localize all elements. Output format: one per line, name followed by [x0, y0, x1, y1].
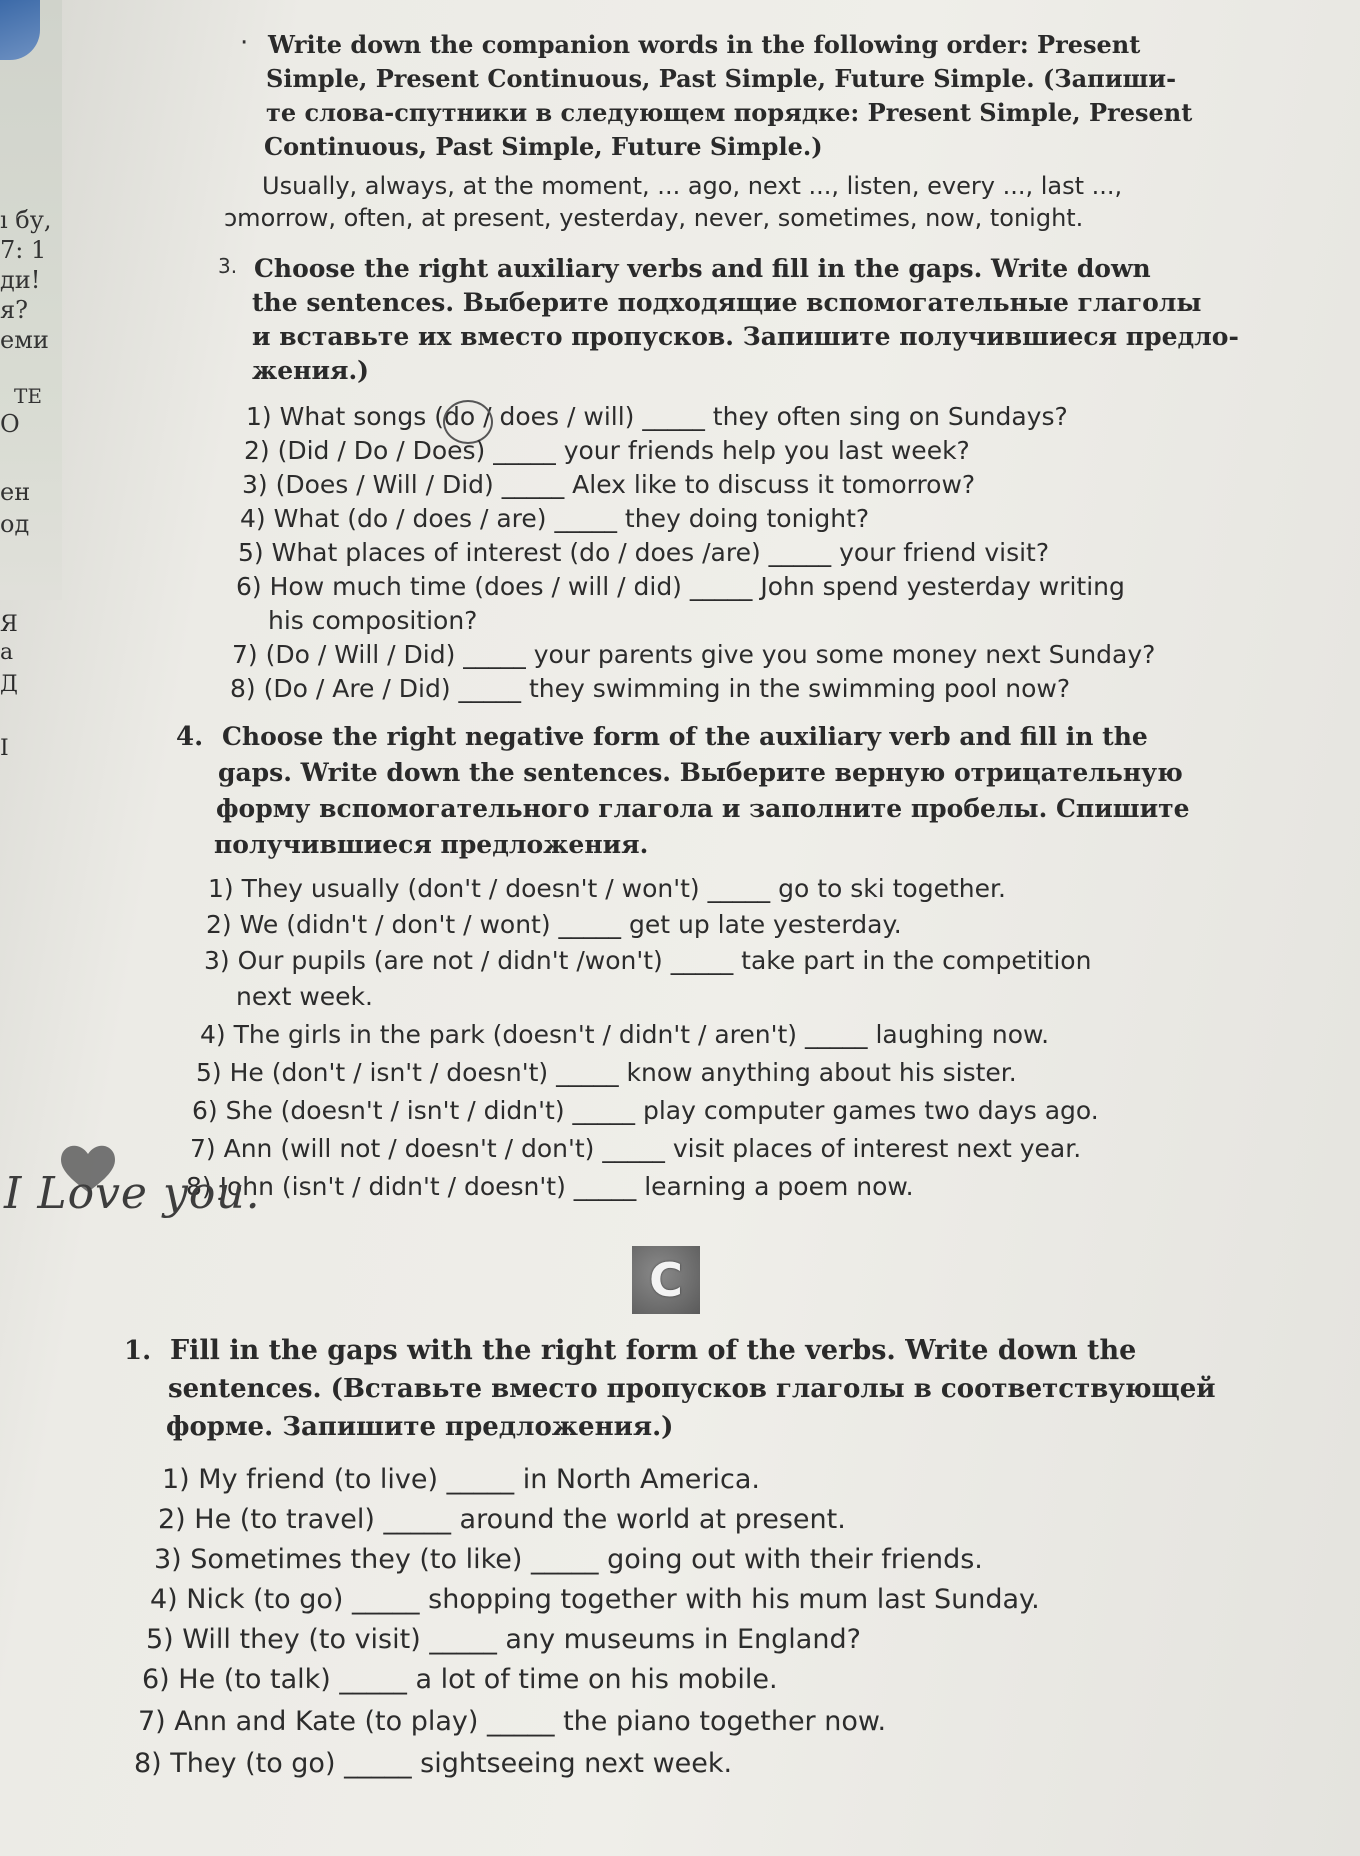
prev-page-fragment: 7: 1 — [0, 236, 47, 264]
task4-item: 2) We (didn't / don't / wont) _____ get up late yesterday. — [206, 910, 902, 939]
task2-instruction-line: те слова-спутники в следующем порядке: Present Simple, Present — [266, 98, 1193, 127]
taskC1-item: 5) Will they (to visit) _____ any museums in England? — [146, 1624, 861, 1655]
taskC1-item: 6) He (to talk) _____ a lot of time on his mobile. — [142, 1664, 778, 1695]
task2-instruction-line: Simple, Present Continuous, Past Simple, Future Simple. (Запиши- — [266, 64, 1177, 93]
task3-item: 4) What (do / does / are) _____ they doing tonight? — [240, 504, 870, 533]
task3-number: 3. — [218, 254, 238, 278]
taskC1-instruction-line: Fill in the gaps with the right form of the verbs. Write down the — [170, 1335, 1137, 1366]
prev-page-fragment: од — [0, 510, 30, 538]
prev-page-fragment: Д — [0, 672, 18, 697]
prev-page-fragment: О — [0, 410, 20, 438]
taskC1-item: 1) My friend (to live) _____ in North America. — [162, 1464, 760, 1495]
task2-companion-words: Usually, always, at the moment, ... ago, next ..., listen, every ..., last ..., — [262, 172, 1123, 200]
task4-item-continued: next week. — [236, 982, 373, 1011]
task3-instruction-line: и вставьте их вместо пропусков. Запишите получившиеся предло- — [252, 322, 1239, 351]
taskC1-item: 7) Ann and Kate (to play) _____ the piano together now. — [138, 1706, 887, 1737]
prev-page-fragment: I — [0, 736, 9, 761]
task3-item: 1) What songs (do / does / will) _____ they often sing on Sundays? — [246, 402, 1068, 431]
task4-item: 1) They usually (don't / doesn't / won't) _____ go to ski together. — [208, 874, 1006, 903]
prev-page-fragment: ди! — [0, 266, 41, 294]
taskC1-item: 3) Sometimes they (to like) _____ going out with their friends. — [154, 1544, 983, 1575]
section-c-letter: C — [649, 1253, 683, 1307]
prev-page-fragment: ен — [0, 478, 31, 506]
task4-item: 5) He (don't / isn't / doesn't) _____ know anything about his sister. — [196, 1058, 1017, 1087]
task3-item: 5) What places of interest (do / does /are) _____ your friend visit? — [238, 538, 1050, 567]
task4-instruction-line: Choose the right negative form of the auxiliary verb and fill in the — [222, 722, 1148, 751]
prev-page-fragment: я? — [0, 296, 29, 324]
taskC1-instruction-line: sentences. (Вставьте вместо пропусков глаголы в соответствующей — [168, 1374, 1216, 1404]
task3-item: 8) (Do / Are / Did) _____ they swimming in the swimming pool now? — [230, 674, 1071, 703]
task3-item: 7) (Do / Will / Did) _____ your parents give you some money next Sunday? — [232, 640, 1156, 669]
task2-instruction-line: Continuous, Past Simple, Future Simple.) — [264, 132, 823, 161]
task4-item: 3) Our pupils (are not / didn't /won't) _____ take part in the competition — [204, 946, 1092, 975]
task3-instruction-line: the sentences. Выберите подходящие вспомогательные глаголы — [252, 288, 1202, 317]
prev-page-fragment: Я — [0, 612, 18, 637]
section-c-badge — [632, 1246, 700, 1314]
task3-item: 3) (Does / Will / Did) _____ Alex like to discuss it tomorrow? — [242, 470, 976, 499]
task4-item: 7) Ann (will not / doesn't / don't) _____ visit places of interest next year. — [190, 1134, 1082, 1163]
taskC1-item: 4) Nick (to go) _____ shopping together with his mum last Sunday. — [150, 1584, 1040, 1615]
prev-page-fragment: ı бу, — [0, 206, 52, 234]
task4-instruction-line: форму вспомогательного глагола и заполните пробелы. Спишите — [216, 794, 1190, 823]
task3-item: 6) How much time (does / will / did) _____ John spend yesterday writing — [236, 572, 1125, 601]
taskC1-item: 2) He (to travel) _____ around the world at present. — [158, 1504, 846, 1535]
task2-companion-words: ɔmorrow, often, at present, yesterday, never, sometimes, now, tonight. — [224, 204, 1084, 232]
taskC1-item: 8) They (to go) _____ sightseeing next week. — [134, 1748, 733, 1779]
task3-item-continued: his composition? — [268, 606, 478, 635]
prev-page-fragment: ТЕ — [14, 384, 42, 408]
task3-instruction-line: Choose the right auxiliary verbs and fill in the gaps. Write down — [254, 254, 1151, 283]
taskC1-number: 1. — [124, 1336, 152, 1366]
task4-item: 6) She (doesn't / isn't / didn't) _____ play computer games two days ago. — [192, 1096, 1099, 1125]
task4-instruction-line: gaps. Write down the sentences. Выберите верную отрицательную — [218, 758, 1183, 787]
prev-page-fragment: а — [0, 640, 14, 665]
bullet-mark: · — [240, 28, 249, 58]
task3-instruction-line: жения.) — [252, 356, 369, 385]
task3-item: 2) (Did / Do / Does) _____ your friends help you last week? — [244, 436, 970, 465]
prev-page-fragment: еми — [0, 326, 49, 354]
task2-instruction-line: Write down the companion words in the following order: Present — [268, 30, 1141, 59]
task4-instruction-line: получившиеся предложения. — [214, 830, 649, 859]
taskC1-instruction-line: форме. Запишите предложения.) — [166, 1412, 674, 1442]
task4-item: 4) The girls in the park (doesn't / didn't / aren't) _____ laughing now. — [200, 1020, 1050, 1049]
task4-number: 4. — [176, 722, 204, 752]
task4-item: 8) John (isn't / didn't / doesn't) _____ learning a poem now. — [186, 1172, 914, 1201]
handwritten-note: I Love you. — [4, 1168, 261, 1219]
